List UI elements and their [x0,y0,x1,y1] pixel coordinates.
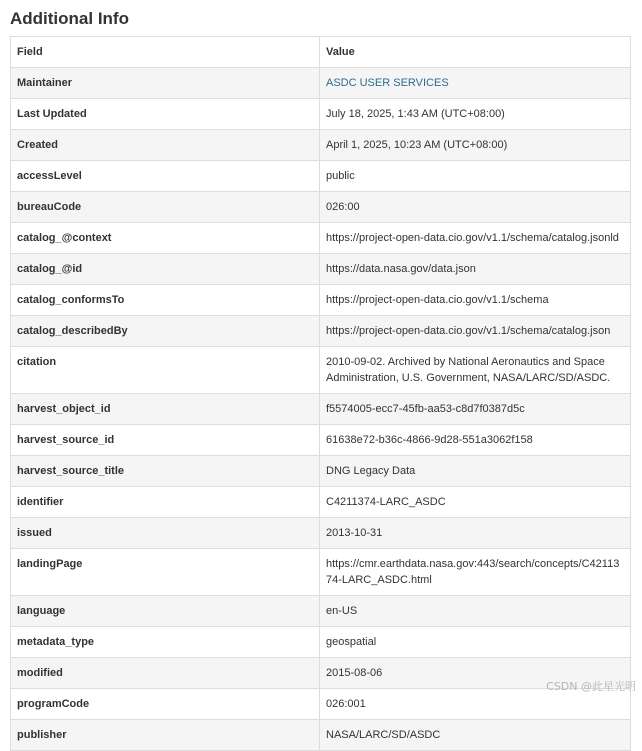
table-row [11,223,631,254]
row-value: C4211374-LARC_ASDC [320,487,631,518]
row-value: https://project-open-data.cio.gov/v1.1/schema/catalog.json [320,316,631,347]
row-field-label: identifier [11,487,320,518]
row-value: July 18, 2025, 1:43 AM (UTC+08:00) [320,99,631,130]
table-row [11,394,631,425]
row-field-label: citation [11,347,320,394]
maintainer-link[interactable]: ASDC USER SERVICES [326,77,449,89]
row-value: https://project-open-data.cio.gov/v1.1/schema [320,285,631,316]
row-value: 2013-10-31 [320,518,631,549]
column-header-field: Field [11,37,320,68]
table-row [11,161,631,192]
table-header-row [11,37,631,68]
column-header-value: Value [320,37,631,68]
table-row [11,689,631,720]
row-field-label: Created [11,130,320,161]
row-field-label: catalog_@context [11,223,320,254]
table-row [11,518,631,549]
table-row [11,316,631,347]
table-row [11,720,631,751]
row-field-label: harvest_source_title [11,456,320,487]
table-row [11,285,631,316]
row-value: DNG Legacy Data [320,456,631,487]
table-row [11,68,631,99]
row-field-label: landingPage [11,549,320,596]
row-value: geospatial [320,627,631,658]
row-field-label: catalog_conformsTo [11,285,320,316]
table-row [11,549,631,596]
row-field-label: metadata_type [11,627,320,658]
row-value: public [320,161,631,192]
table-row [11,658,631,689]
row-value: https://cmr.earthdata.nasa.gov:443/search/concepts/C4211374-LARC_ASDC.html [320,549,631,596]
row-value: 2015-08-06 [320,658,631,689]
row-field-label: programCode [11,689,320,720]
table-row [11,425,631,456]
row-value: https://project-open-data.cio.gov/v1.1/schema/catalog.jsonld [320,223,631,254]
table-row [11,627,631,658]
row-value-cell [320,68,631,99]
table-row [11,192,631,223]
row-field-label: Last Updated [11,99,320,130]
row-value: 61638e72-b36c-4866-9d28-551a3062f158 [320,425,631,456]
row-value: en-US [320,596,631,627]
row-value: 026:00 [320,192,631,223]
table-row [11,254,631,285]
table-row [11,487,631,518]
row-field-label: issued [11,518,320,549]
table-row [11,347,631,394]
page-title: Additional Info [10,9,129,28]
row-value: f5574005-ecc7-45fb-aa53-c8d7f0387d5c [320,394,631,425]
additional-info-table [10,36,631,751]
row-field-label: publisher [11,720,320,751]
table-row [11,99,631,130]
watermark: CSDN @此星光明 [546,680,636,693]
row-field-label: modified [11,658,320,689]
row-value: April 1, 2025, 10:23 AM (UTC+08:00) [320,130,631,161]
row-field-label: Maintainer [11,68,320,99]
row-field-label: accessLevel [11,161,320,192]
row-value: https://data.nasa.gov/data.json [320,254,631,285]
row-field-label: catalog_describedBy [11,316,320,347]
table-row [11,596,631,627]
row-value: 2010-09-02. Archived by National Aeronautics and Space Administration, U.S. Government, NASA/LARC/SD/ASDC. [320,347,631,394]
row-value: NASA/LARC/SD/ASDC [320,720,631,751]
row-field-label: harvest_object_id [11,394,320,425]
row-field-label: harvest_source_id [11,425,320,456]
row-field-label: bureauCode [11,192,320,223]
row-field-label: catalog_@id [11,254,320,285]
row-value: 026:001 [320,689,631,720]
table-row [11,130,631,161]
table-row [11,456,631,487]
row-field-label: language [11,596,320,627]
